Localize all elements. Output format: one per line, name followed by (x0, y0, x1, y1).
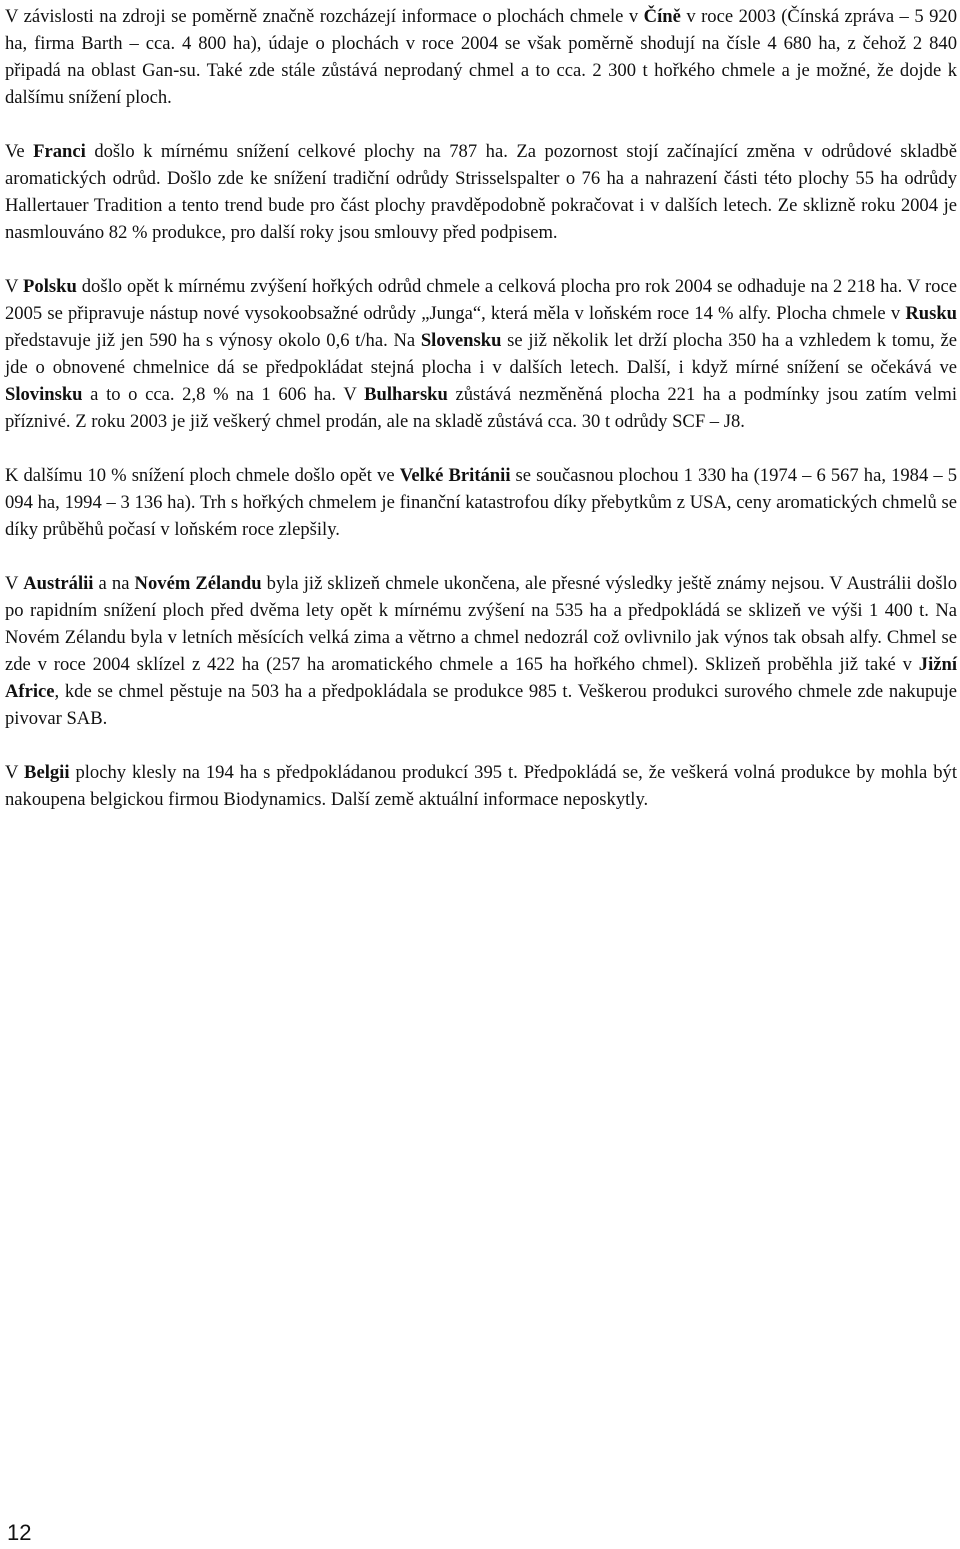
text-segment: V závislosti na zdroji se poměrně značně rozcházejí informace o plochách chmele v (5, 6, 644, 27)
paragraph-france (5, 138, 957, 246)
text-segment: došlo k mírnému snížení celkové plochy na 787 ha. Za pozornost stojí začínající změna v odrůdové skladbě aromatických odrůd. Došlo zde ke snížení tradiční odrůdy Strisselspalter o 76 ha a nahrazení části této plochy 55 ha odrůdy Hallertauer Tradition a tento trend bude pro část plochy pravděpodobně pokračovat i v dalších letech. Ze sklizně roku 2004 je nasmlouváno 82 % produkce, pro další roky jsou smlouvy před podpisem. (5, 141, 957, 243)
text-segment: v roce 2003 (Čínská zpráva – 5 920 ha, firma Barth – cca. 4 800 ha), údaje o plochách v roce 2004 se však poměrně shodují na čísle 4 680 ha, z čehož 2 840 připadá na oblast Gan-su. Také zde stále zůstává neprodaný chmel a to cca. 2 300 t hořkého chmele a je možné, že dojde k dalšímu snížení ploch. (5, 6, 957, 108)
country-name-bold: Velké Británii (399, 465, 511, 486)
text-segment: , kde se chmel pěstuje na 503 ha a předpokládala se produkce 985 t. Veškerou produkci surového chmele zde nakupuje pivovar SAB. (5, 681, 957, 729)
country-name-bold: Austrálii (23, 573, 94, 594)
text-segment: a to o cca. 2,8 % na 1 606 ha. V (82, 384, 365, 405)
country-name-bold: Rusku (905, 303, 957, 324)
paragraph-poland-russia-slovakia (5, 273, 957, 435)
paragraph-china (5, 0, 957, 111)
text-segment: K dalšímu 10 % snížení ploch chmele došlo opět ve (5, 465, 400, 486)
text-segment: zůstává nezměněná plocha 221 ha a podmínky jsou zatím velmi příznivé. Z roku 2003 je již veškerý chmel prodán, ale na skladě zůstává cca. 30 t odrůdy SCF – J8. (5, 384, 957, 432)
country-name-bold: Slovensku (420, 330, 502, 351)
country-name-bold: Jižní Africe (5, 654, 957, 702)
paragraph-australia-new-zealand (5, 570, 957, 732)
country-name-bold: Polsku (23, 276, 77, 297)
text-segment: byla již sklizeň chmele ukončena, ale přesné výsledky ještě známy nejsou. V Austrálii došlo po rapidním snížení ploch před dvěma lety opět k mírnému zvýšení na 535 ha a předpokládá se sklizeň ve výši 1 400 t. Na Novém Zélandu byla v letních měsících velká zima a větrno a chmel nedozrál což ovlivnilo jak výnos tak obsah alfy. Chmel se zde v roce 2004 sklízel z 422 ha (257 ha aromatického chmele a 165 ha hořkého chmel). Sklizeň proběhla již také v (5, 573, 957, 675)
country-name-bold: Novém Zélandu (134, 573, 262, 594)
text-segment: se současnou plochou 1 330 ha (1974 – 6 567 ha, 1984 – 5 094 ha, 1994 – 3 136 ha). Trh s hořkých chmelem je finanční katastrofou díky přebytkům z USA, ceny aromatických chmelů se díky průběhů počasí v loňském roce zlepšily. (5, 465, 957, 540)
paragraph-great-britain (5, 462, 957, 543)
text-segment: V (5, 573, 24, 594)
country-name-bold: Číně (643, 6, 681, 27)
paragraph-belgium (5, 759, 957, 813)
text-segment: došlo opět k mírnému zvýšení hořkých odrůd chmele a celková plocha pro rok 2004 se odhaduje na 2 218 ha. V roce 2005 se připravuje nástup nové vysokoobsažné odrůdy „Junga“, která měla v loňském roce 14 % alfy. Plocha chmele v (5, 276, 957, 324)
page-number: 12 (7, 1520, 32, 1545)
country-name-bold: Slovinsku (5, 384, 83, 405)
text-segment: Ve (5, 141, 34, 162)
text-segment: se již několik let drží plocha 350 ha a vzhledem k tomu, že jde o obnovené chmelnice dá se předpokládat stejná plocha i v dalších letech. Další, i když mírné snížení se očekává ve (5, 330, 957, 378)
text-segment: plochy klesly na 194 ha s předpokládanou produkcí 395 t. Předpokládá se, že veškerá volná produkce by mohla být nakoupena belgickou firmou Biodynamics. Další země aktuální informace neposkytly. (5, 762, 957, 810)
text-segment: představuje již jen 590 ha s výnosy okolo 0,6 t/ha. Na (5, 330, 421, 351)
text-segment: V (5, 762, 25, 783)
text-segment: V (5, 276, 24, 297)
country-name-bold: Franci (33, 141, 86, 162)
document-page (5, 0, 957, 813)
country-name-bold: Belgii (24, 762, 70, 783)
country-name-bold: Bulharsku (364, 384, 448, 405)
text-segment: a na (93, 573, 135, 594)
